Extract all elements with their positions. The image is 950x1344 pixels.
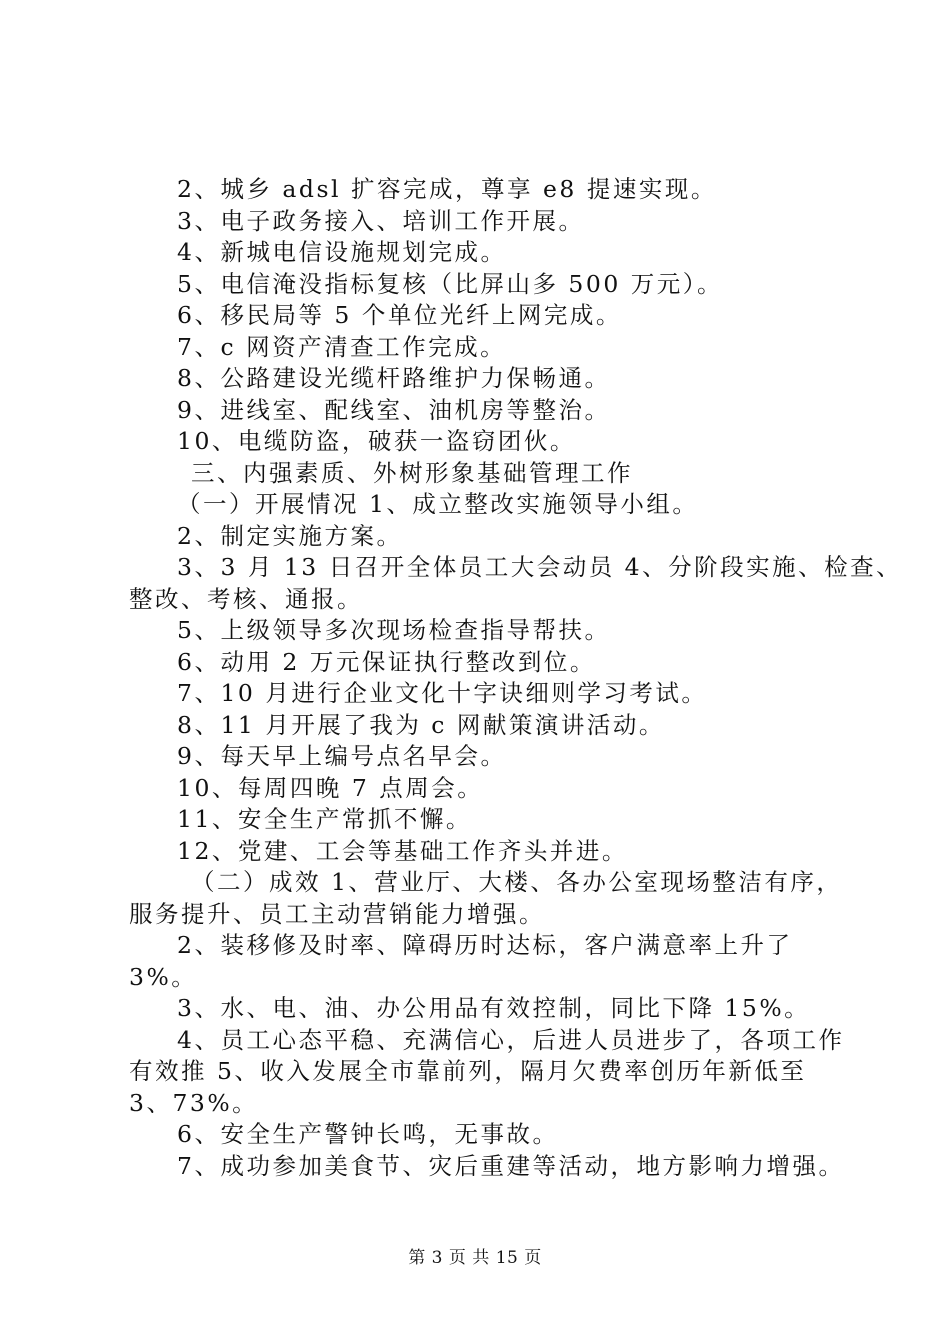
subsection-line: （二）成效 1、营业厅、大楼、各办公室现场整洁有序， (191, 868, 843, 896)
text-line: 2、制定实施方案。 (177, 521, 403, 550)
page-number-footer: 第 3 页 共 15 页 (408, 1248, 542, 1268)
text-line: 服务提升、员工主动营销能力增强。 (129, 899, 545, 928)
text-line: 7、10 月进行企业文化十字诀细则学习考试。 (177, 679, 708, 707)
text-line: 10、电缆防盗，破获一盗窃团伙。 (177, 427, 576, 455)
text-line: 有效推 5、收入发展全市靠前列，隔月欠费率创历年新低至 (129, 1057, 807, 1085)
text-line: 2、装移修及时率、障碍历时达标，客户满意率上升了 (177, 931, 793, 959)
text-line: 12、党建、工会等基础工作齐头并进。 (177, 836, 628, 865)
text-line: 9、进线室、配线室、油机房等整治。 (177, 395, 611, 424)
text-line: 9、每天早上编号点名早会。 (177, 742, 507, 770)
text-line: 3、电子政务接入、培训工作开展。 (177, 206, 585, 235)
text-line: 6、移民局等 5 个单位光纤上网完成。 (177, 301, 622, 329)
text-line: 2、城乡 adsl 扩容完成，尊享 e8 提速实现。 (177, 175, 717, 203)
text-line: 7、成功参加美食节、灾后重建等活动，地方影响力增强。 (177, 1151, 845, 1180)
text-line: 6、安全生产警钟长鸣，无事故。 (177, 1120, 559, 1148)
text-line: 11、安全生产常抓不懈。 (177, 805, 472, 833)
text-line: 10、每周四晚 7 点周会。 (177, 773, 484, 802)
document-body (129, 174, 903, 1182)
text-line: 7、c 网资产清查工作完成。 (177, 332, 507, 361)
text-line: 6、动用 2 万元保证执行整改到位。 (177, 647, 596, 676)
section-heading: 三、内强素质、外树形象基础管理工作 (191, 458, 633, 487)
text-line: 8、公路建设光缆杆路维护力保畅通。 (177, 364, 611, 392)
text-line: 8、11 月开展了我为 c 网献策演讲活动。 (177, 710, 665, 739)
text-line: 4、员工心态平稳、充满信心，后进人员进步了，各项工作 (177, 1025, 845, 1054)
text-line: 3%。 (129, 962, 198, 991)
text-line: 3、73%。 (129, 1088, 259, 1117)
subsection-line: （一）开展情况 1、成立整改实施领导小组。 (177, 490, 699, 518)
text-line: 整改、考核、通报。 (129, 584, 363, 613)
text-line: 5、上级领导多次现场检查指导帮扶。 (177, 616, 611, 644)
text-line: 4、新城电信设施规划完成。 (177, 238, 507, 266)
text-line: 5、电信淹没指标复核（比屏山多 500 万元）。 (177, 269, 723, 298)
text-line: 3、3 月 13 日召开全体员工大会动员 4、分阶段实施、检查、 (177, 553, 903, 581)
text-line: 3、水、电、油、办公用品有效控制，同比下降 15%。 (177, 994, 811, 1022)
